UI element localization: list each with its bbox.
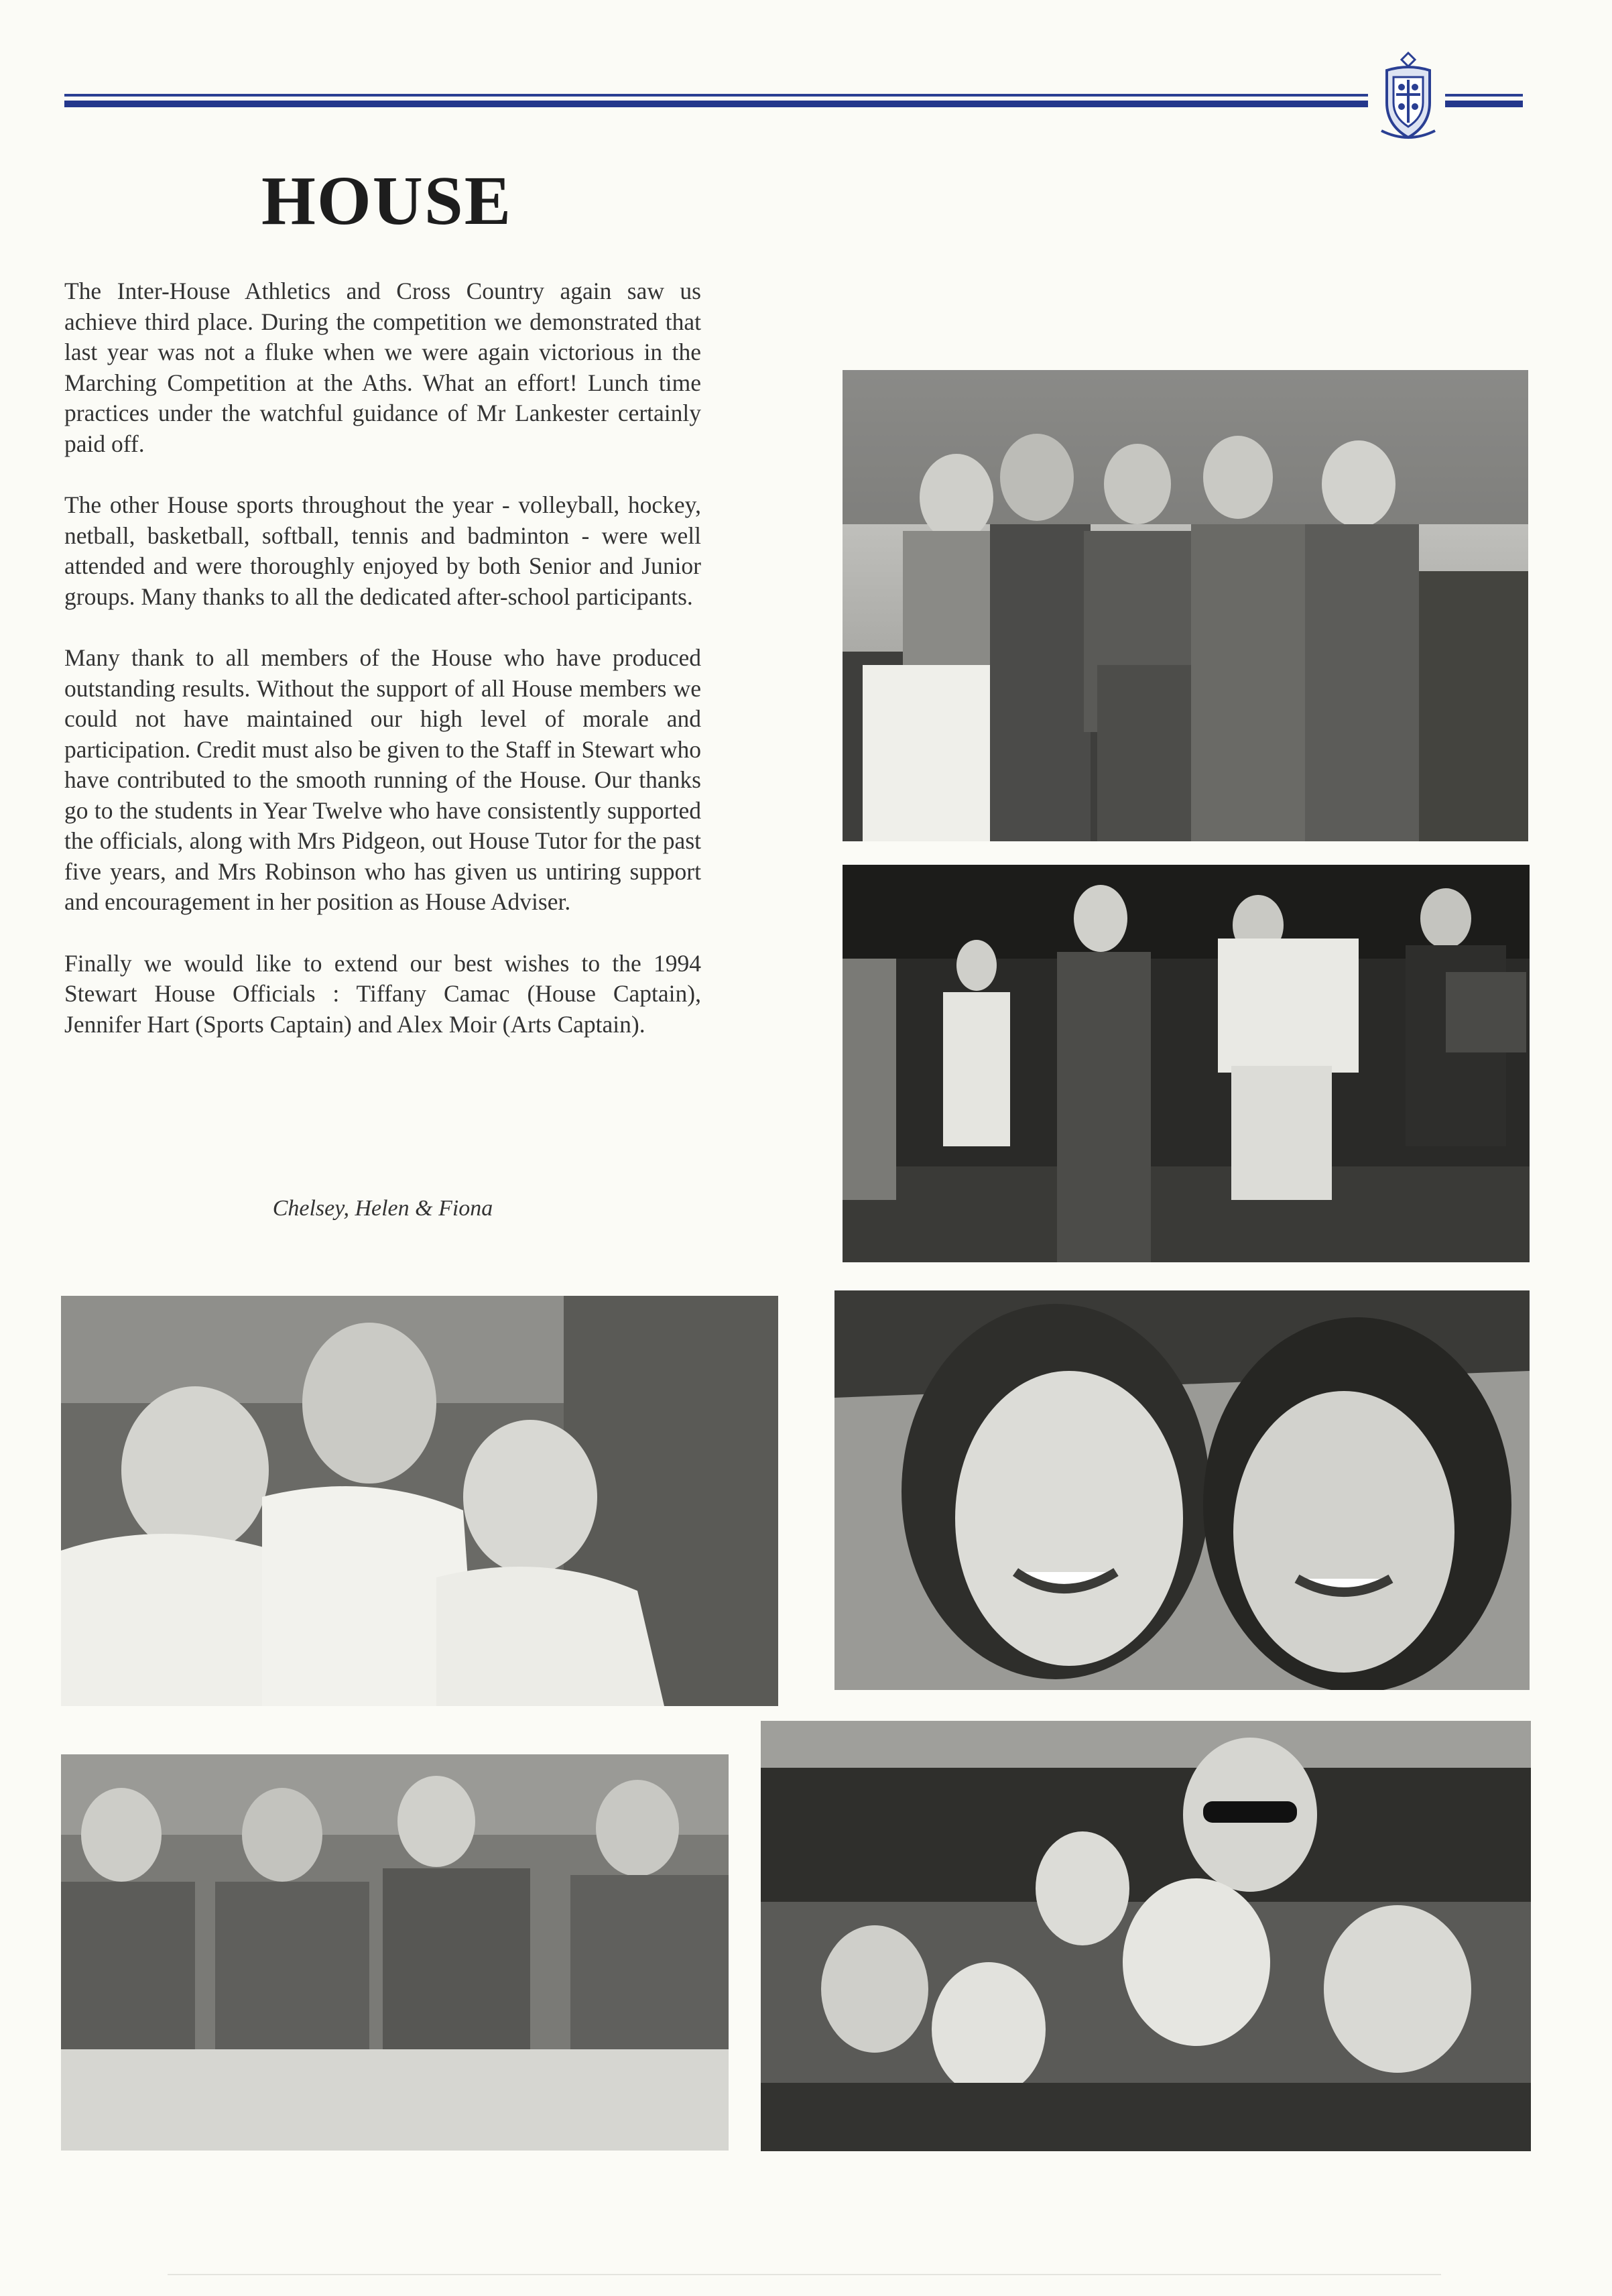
photo-group-on-field: [843, 370, 1528, 841]
article-body: [64, 276, 701, 1071]
photo-two-smiling-girls: [834, 1290, 1530, 1690]
school-crest-icon: [1375, 50, 1442, 144]
photo-costumed-students: [843, 865, 1530, 1262]
photo-seated-students: [61, 1754, 729, 2151]
header-rule-right: [1445, 94, 1523, 107]
author-signature: Chelsey, Helen & Fiona: [272, 1196, 493, 1221]
header-rule: [64, 87, 1523, 127]
page-title: HOUSE: [261, 162, 513, 239]
paragraph-thanks: Many thank to all members of the House who have produced outstanding results. Without the support of all House members we could not have maintained our high level of morale and participation. Credit must also be given to the Staff in Stewart who have contributed to the smooth running of the House. Our thanks go to the students in Year Twelve who have consistently supported the officials, along with Mrs Pidgeon, out House Tutor for the past five years, and Mrs Robinson who has given us untiring support and encouragement in her position as House Adviser.: [64, 644, 701, 915]
footer-rule: [168, 2274, 1441, 2275]
paragraph-officials: Finally we would like to extend our best wishes to the 1994 Stewart House Officials : Tiffany Camac (House Captain), Jennifer Hart (Sports Captain) and Alex Moir (Arts Captain).: [64, 949, 701, 1038]
photo-group-with-sunglasses: [761, 1721, 1531, 2151]
paragraph-sports: The other House sports throughout the year - volleyball, hockey, netball, basketball, softball, tennis and badminton - were well attended and were thoroughly enjoyed by both Senior and Junior groups. Many thanks to all the dedicated after-school participants.: [64, 491, 701, 610]
header-rule-left: [64, 94, 1368, 107]
photo-laughing-girls: [61, 1296, 778, 1706]
paragraph-athletics: The Inter-House Athletics and Cross Country again saw us achieve third place. During the competition we demonstrated that last year was not a fluke when we were again victorious in the Marching Competition at the Aths. What an effort! Lunch time practices under the watchful guidance of Mr Lankester certainly paid off.: [64, 278, 701, 457]
